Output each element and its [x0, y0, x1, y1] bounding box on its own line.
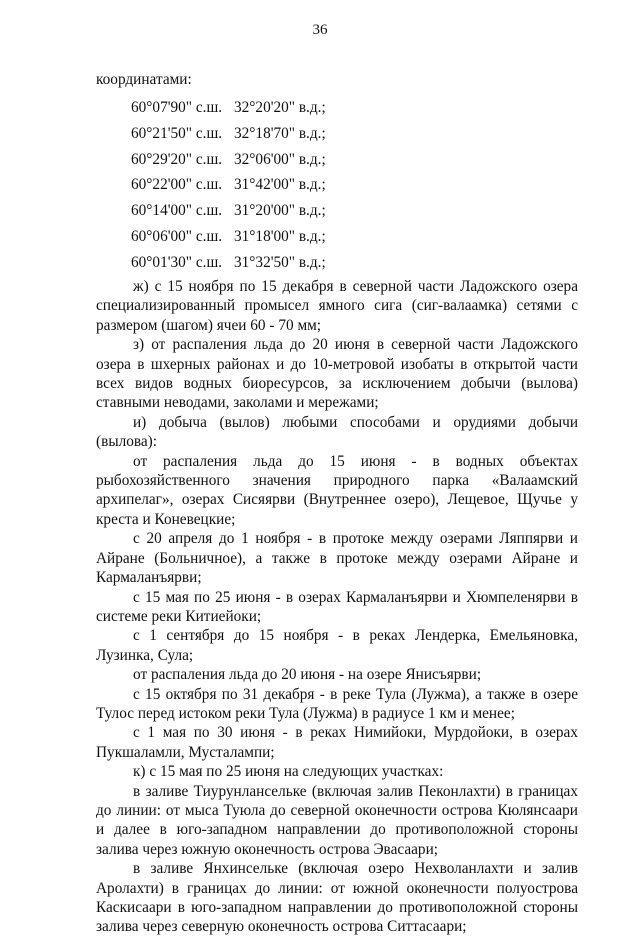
coordinate-row — [131, 121, 326, 147]
latitude: 60°29'20" с.ш. — [131, 150, 223, 168]
coordinates-lead: координатами: — [96, 71, 192, 88]
paragraph-z: з) от распаления льда до 20 июня в северной части Ладожского озера в шхерных районах и до 10-метровой изобаты в открытой части всех видов водных биоресурсов, за исключением добычи (вылова) ставными неводами, заколами и мережами; — [96, 336, 578, 412]
longitude: 32°20'20" в.д.; — [234, 99, 326, 116]
longitude: 31°42'00" в.д.; — [234, 176, 326, 194]
paragraph-tiurunlanselkya: в заливе Тиурунлансельке (включая залив Пеконлахти) в границах до линии: от мыса Туюла до северной оконечности острова Кюлянсаари и далее в юго-западном направлении до противоположной стороны залива через южную оконечность острова Эвасаари; — [96, 782, 578, 858]
longitude: 31°20'00" в.д.; — [234, 202, 326, 220]
paragraph-karmalanyarvi: с 15 мая по 25 июня - в озерах Кармаланъярви и Хюмпеленярви в системе реки Китиейоки; — [96, 588, 578, 625]
latitude: 60°21'50" с.ш. — [131, 124, 223, 142]
coordinate-row — [131, 95, 326, 121]
coordinate-row — [131, 198, 326, 224]
coordinate-row — [131, 224, 326, 250]
latitude: 60°22'00" с.ш. — [131, 176, 223, 194]
longitude: 32°06'00" в.д.; — [234, 150, 326, 168]
paragraph-nimiyoki: с 1 мая по 30 июня - в реках Нимийоки, Мурдойоки, в озерах Пукшаламли, Мусталампи; — [96, 724, 578, 761]
coordinate-row — [131, 250, 326, 276]
longitude: 31°18'00" в.д.; — [234, 227, 326, 245]
longitude: 31°32'50" в.д.; — [234, 253, 326, 271]
page-number: 36 — [312, 22, 328, 38]
paragraph-i: и) добыча (вылов) любыми способами и орудиями добычи (вылова): — [96, 413, 578, 451]
longitude: 32°18'70" в.д.; — [234, 124, 326, 142]
paragraph-yankhinselkya: в заливе Янхинсельке (включая озеро Нехволанлахти и залив Аролахти) в границах до линии: от южной оконечности полуострова Каскисаари в юго-западном направлении до противоположной стороны залива через северную оконечность острова Ситтасаари; — [96, 860, 578, 936]
coordinate-row — [131, 147, 326, 173]
latitude: 60°07'90" с.ш. — [131, 99, 223, 116]
paragraph-lenderka: с 1 сентября до 15 ноября - в реках Лендерка, Емельяновка, Лузинка, Сула; — [96, 627, 578, 664]
latitude: 60°01'30" с.ш. — [131, 253, 223, 271]
latitude: 60°06'00" с.ш. — [131, 227, 223, 245]
paragraph-tula: с 15 октября по 31 декабря - в реке Тула (Лужма), а также в озере Тулос перед истоком реки Тула (Лужма) в радиусе 1 км и менее; — [96, 685, 578, 722]
coordinates-list — [131, 95, 326, 276]
paragraph-lyappyarvi: с 20 апреля до 1 ноября - в протоке между озерами Ляппярви и Айране (Больничное), а также в протоке между озерами Айране и Кармаланъярви; — [96, 530, 578, 587]
paragraph-valaam: от распаления льда до 15 июня - в водных объектах рыбохозяйственного значения природного парка «Валаамский архипелаг», озерах Сисяярви (Внутреннее озеро), Лещевое, Щучье у креста и Коневецкие; — [96, 452, 578, 528]
coordinate-row — [131, 172, 326, 198]
latitude: 60°14'00" с.ш. — [131, 202, 223, 220]
paragraph-k: к) с 15 мая по 25 июня на следующих участках: — [133, 763, 444, 781]
paragraph-zh: ж) с 15 ноября по 15 декабря в северной части Ладожского озера специализированный промысел ямного сига (сиг-валаамка) сетями с размером (шагом) ячеи 60 - 70 мм; — [96, 278, 578, 334]
body-text — [96, 277, 578, 937]
paragraph-yanisyarvi: от распаления льда до 20 июня - на озере Янисъярви; — [133, 666, 482, 684]
